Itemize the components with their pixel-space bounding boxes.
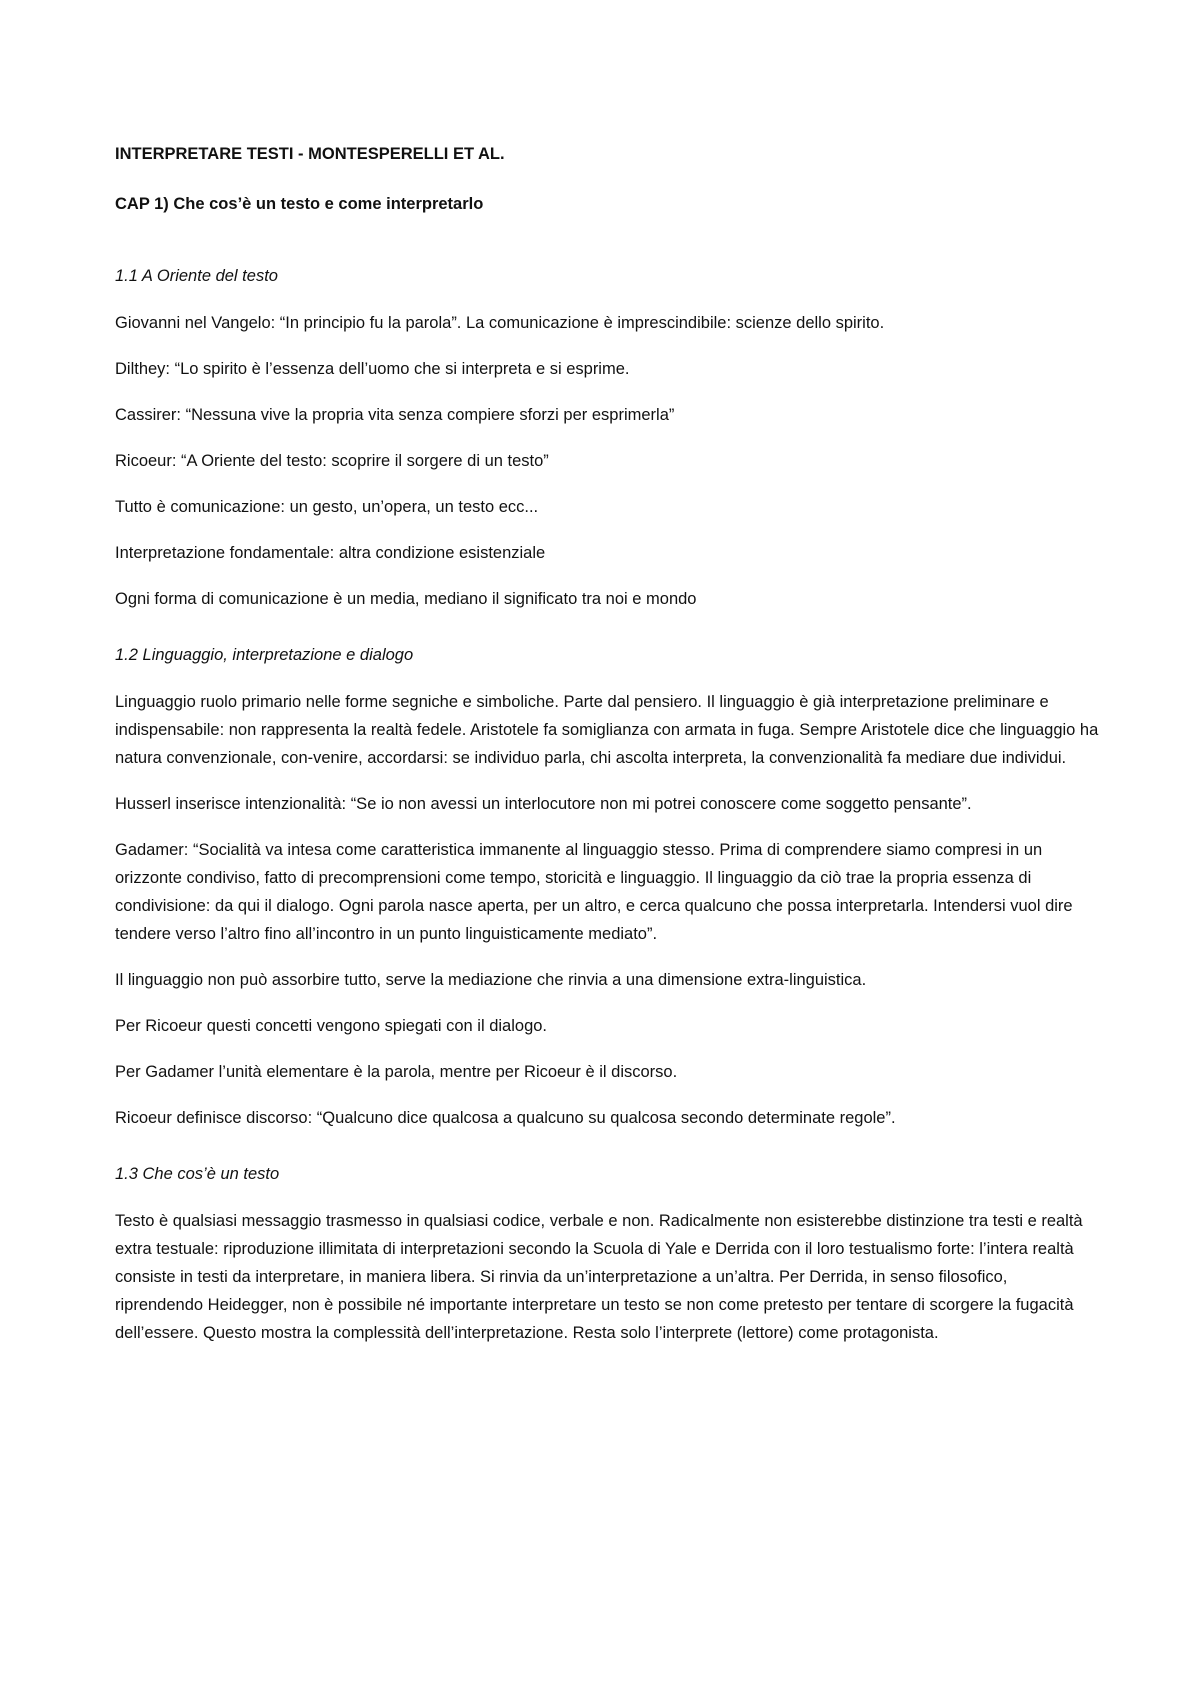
paragraph: Ricoeur definisce discorso: “Qualcuno dice qualcosa a qualcuno su qualcosa secondo determinate regole”. bbox=[115, 1109, 896, 1127]
paragraph: Ricoeur: “A Oriente del testo: scoprire il sorgere di un testo” bbox=[115, 452, 549, 470]
paragraph: Il linguaggio non può assorbire tutto, serve la mediazione che rinvia a una dimensione extra-linguistica. bbox=[115, 971, 867, 989]
paragraph: Dilthey: “Lo spirito è l’essenza dell’uomo che si interpreta e si esprime. bbox=[115, 360, 630, 378]
paragraph: Cassirer: “Nessuna vive la propria vita senza compiere sforzi per esprimerla” bbox=[115, 406, 675, 424]
section-heading: 1.2 Linguaggio, interpretazione e dialogo bbox=[115, 646, 414, 664]
paragraph: Tutto è comunicazione: un gesto, un’opera, un testo ecc... bbox=[115, 498, 539, 516]
paragraph: Interpretazione fondamentale: altra condizione esistenziale bbox=[115, 544, 546, 562]
paragraph: Gadamer: “Socialità va intesa come caratteristica immanente al linguaggio stesso. Prima di comprendere siamo compresi in un orizzonte condiviso, fatto di precomprensioni come tempo, storicità e linguaggio. Il linguaggio da ciò trae la propria essenza di condivisione: da qui il dialogo. Ogni parola nasce aperta, per un altro, e cerca qualcuno che possa interpretarla. Intendersi vuol dire tendere verso l’altro fino all’incontro in un punto linguisticamente mediato”. bbox=[115, 841, 1073, 943]
paragraph: Per Gadamer l’unità elementare è la parola, mentre per Ricoeur è il discorso. bbox=[115, 1063, 678, 1081]
paragraph: Per Ricoeur questi concetti vengono spiegati con il dialogo. bbox=[115, 1017, 548, 1035]
section-1-2 bbox=[115, 643, 1100, 1132]
paragraph: Husserl inserisce intenzionalità: “Se io non avessi un interlocutore non mi potrei conoscere come soggetto pensante”. bbox=[115, 795, 972, 813]
document-title: INTERPRETARE TESTI - MONTESPERELLI ET AL. bbox=[115, 145, 505, 163]
document-page bbox=[115, 142, 1100, 1377]
paragraph: Testo è qualsiasi messaggio trasmesso in qualsiasi codice, verbale e non. Radicalmente non esisterebbe distinzione tra testi e realtà extra testuale: riproduzione illimitata di interpretazioni secondo la Scuola di Yale e Derrida con il loro testualismo forte: l’intera realtà consiste in testi da interpretare, in maniera libera. Si rinvia da un’interpretazione a un’altra. Per Derrida, in senso filosofico, riprendendo Heidegger, non è possibile né importante interpretare un testo se non come pretesto per tentare di scorgere la fugacità dell’essere. Questo mostra la complessità dell’interpretazione. Resta solo l’interprete (lettore) come protagonista. bbox=[115, 1212, 1083, 1342]
paragraph: Ogni forma di comunicazione è un media, mediano il significato tra noi e mondo bbox=[115, 590, 697, 608]
chapter-title: CAP 1) Che cos’è un testo e come interpretarlo bbox=[115, 195, 484, 213]
paragraph: Linguaggio ruolo primario nelle forme segniche e simboliche. Parte dal pensiero. Il linguaggio è già interpretazione preliminare e indispensabile: non rappresenta la realtà fedele. Aristotele fa somiglianza con armata in fuga. Sempre Aristotele dice che linguaggio ha natura convenzionale, con-venire, accordarsi: se individuo parla, chi ascolta interpreta, la convenzionalità fa mediare due individui. bbox=[115, 693, 1099, 767]
section-heading: 1.1 A Oriente del testo bbox=[115, 267, 278, 285]
section-heading: 1.3 Che cos’è un testo bbox=[115, 1165, 280, 1183]
section-1-3 bbox=[115, 1162, 1100, 1347]
paragraph: Giovanni nel Vangelo: “In principio fu la parola”. La comunicazione è imprescindibile: scienze dello spirito. bbox=[115, 314, 885, 332]
section-1-1 bbox=[115, 264, 1100, 613]
